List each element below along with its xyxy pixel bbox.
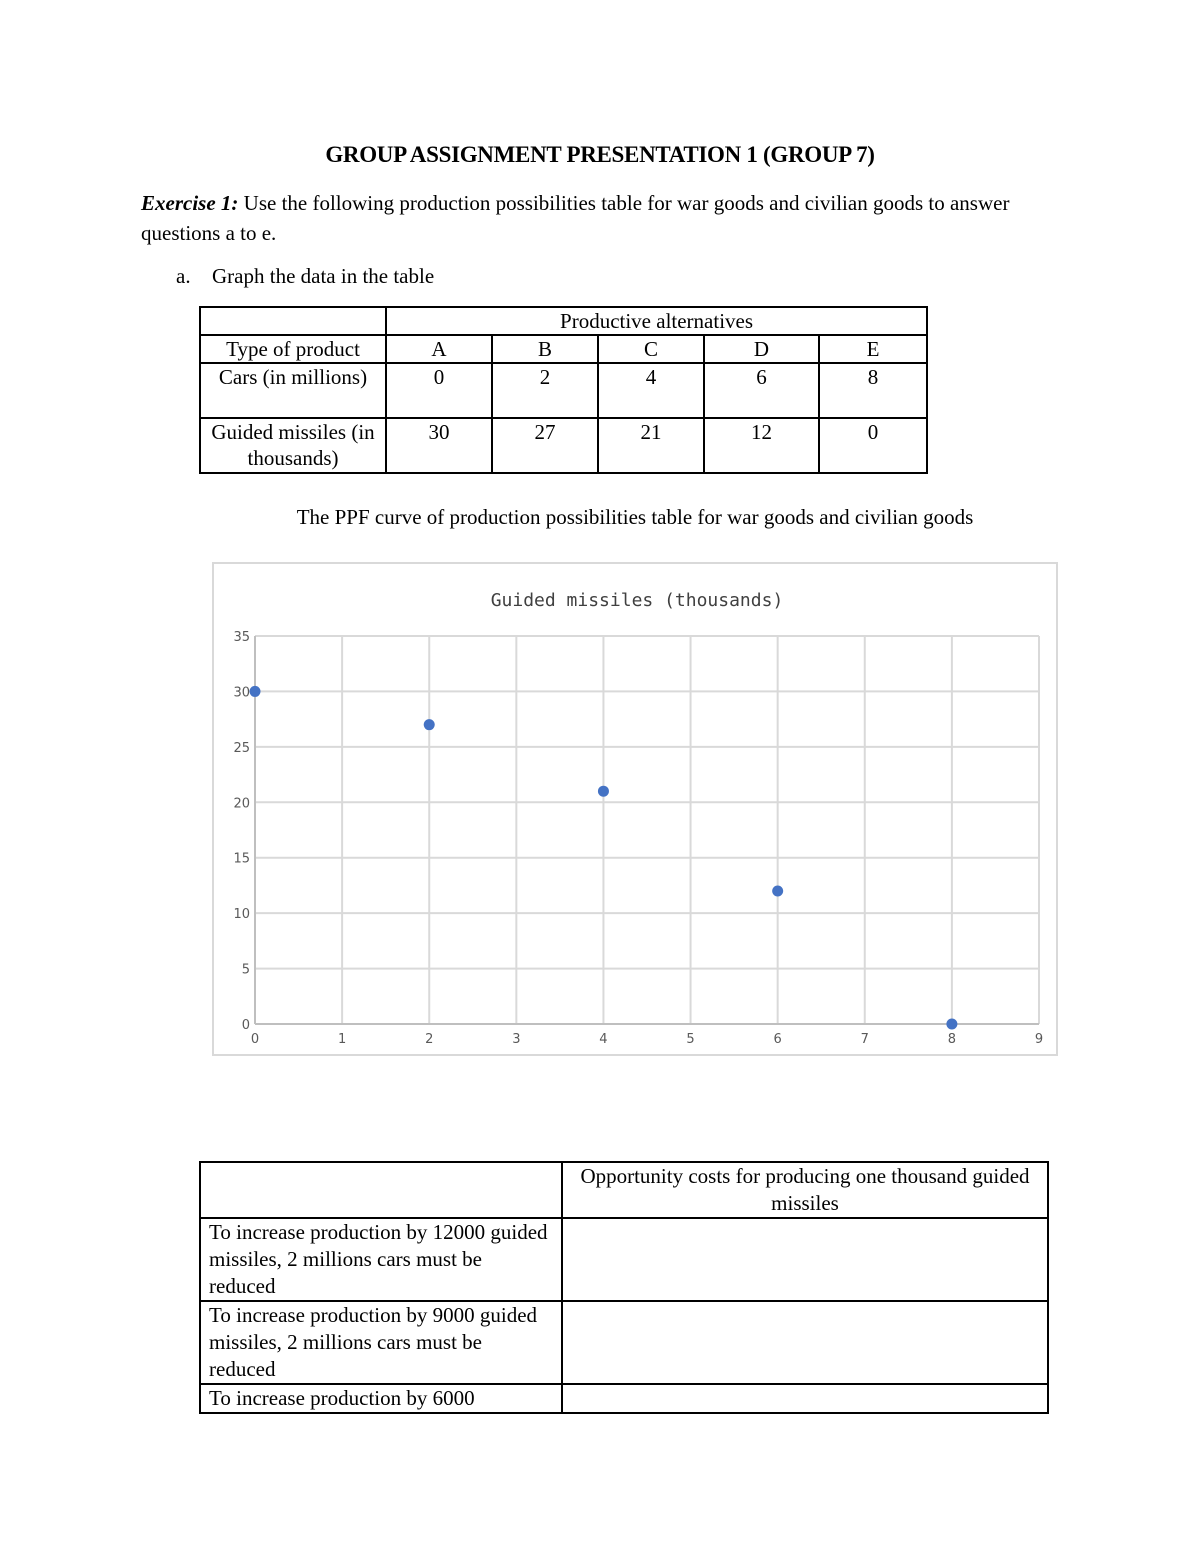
ppf-chart: [212, 562, 1058, 1056]
table-cell: 0: [386, 363, 492, 418]
data-point: [424, 719, 435, 730]
table-cell: 2: [492, 363, 598, 418]
row-label-guided-missiles: Guided missiles (in thousands): [200, 418, 386, 473]
x-tick-label: 5: [686, 1032, 695, 1047]
header-alternative: D: [704, 335, 819, 363]
opportunity-cost-table: [199, 1161, 1049, 1414]
row-label: To increase production by 9000 guided missiles, 2 millions cars must be reduced: [200, 1301, 562, 1384]
row-label-cars: Cars (in millions): [200, 363, 386, 418]
header-alternative: A: [386, 335, 492, 363]
table-row: [200, 1301, 1048, 1384]
table-cell: 30: [386, 418, 492, 473]
header-productive-alternatives: Productive alternatives: [386, 307, 927, 335]
table-row: [200, 307, 927, 335]
header-alternative: E: [819, 335, 927, 363]
table-cell: 27: [492, 418, 598, 473]
chart-caption: The PPF curve of production possibilities table for war goods and civilian goods: [296, 505, 974, 529]
y-tick-label: 20: [233, 796, 250, 812]
list-marker: a.: [176, 264, 191, 288]
table-cell-empty: [200, 1162, 562, 1218]
x-tick-label: 0: [250, 1032, 260, 1047]
table-row: [200, 335, 927, 363]
table-cell: 6: [704, 363, 819, 418]
y-tick-label: 0: [241, 1018, 250, 1033]
y-tick-label: 10: [233, 907, 250, 923]
header-type-of-product: Type of product: [200, 335, 386, 363]
table-cell: 12: [704, 418, 819, 473]
table-cell: 8: [819, 363, 927, 418]
ppf-chart-plot: [214, 564, 1060, 1058]
y-tick-label: 15: [233, 851, 250, 867]
table-cell: 0: [819, 418, 927, 473]
y-tick-label: 30: [233, 685, 250, 701]
exercise-text: Use the following production possibilities table for war goods and civilian goods to answer questions a to e.: [141, 191, 1010, 245]
table-row: [200, 1162, 1048, 1218]
list-item-text: Graph the data in the table: [212, 264, 435, 288]
exercise-label: Exercise 1:: [141, 191, 239, 215]
table-row: [200, 1384, 1048, 1413]
x-tick-label: 1: [337, 1032, 347, 1047]
x-tick-label: 7: [860, 1032, 869, 1047]
table-row: [200, 363, 927, 418]
x-tick-label: 8: [947, 1032, 957, 1047]
x-tick-label: 4: [599, 1032, 608, 1047]
y-tick-label: 25: [233, 740, 250, 756]
header-opportunity-costs: Opportunity costs for producing one thousand guided missiles: [562, 1162, 1048, 1218]
header-alternative: C: [598, 335, 704, 363]
table-cell: [562, 1384, 1048, 1413]
table-cell: [562, 1218, 1048, 1301]
data-point: [772, 885, 783, 896]
y-tick-label: 5: [241, 962, 250, 978]
page-title: GROUP ASSIGNMENT PRESENTATION 1 (GROUP 7): [325, 142, 875, 167]
table-cell-empty: [200, 307, 386, 335]
table-cell: 4: [598, 363, 704, 418]
data-point: [250, 686, 261, 697]
table-row: [200, 1218, 1048, 1301]
exercise-intro: [141, 188, 1061, 248]
y-tick-label: 35: [233, 630, 250, 645]
chart-title: Guided missiles (thousands): [490, 590, 784, 611]
x-tick-label: 2: [425, 1032, 434, 1047]
table-row: [200, 418, 927, 473]
data-point: [946, 1019, 957, 1030]
x-tick-label: 9: [1034, 1032, 1044, 1047]
table-cell: 21: [598, 418, 704, 473]
list-item-a: [176, 264, 434, 289]
header-alternative: B: [492, 335, 598, 363]
row-label: To increase production by 6000: [200, 1384, 562, 1413]
x-tick-label: 6: [773, 1032, 782, 1047]
data-point: [598, 786, 609, 797]
table-cell: [562, 1301, 1048, 1384]
production-possibilities-table: [199, 306, 928, 474]
row-label: To increase production by 12000 guided missiles, 2 millions cars must be reduced: [200, 1218, 562, 1301]
x-tick-label: 3: [512, 1032, 521, 1047]
